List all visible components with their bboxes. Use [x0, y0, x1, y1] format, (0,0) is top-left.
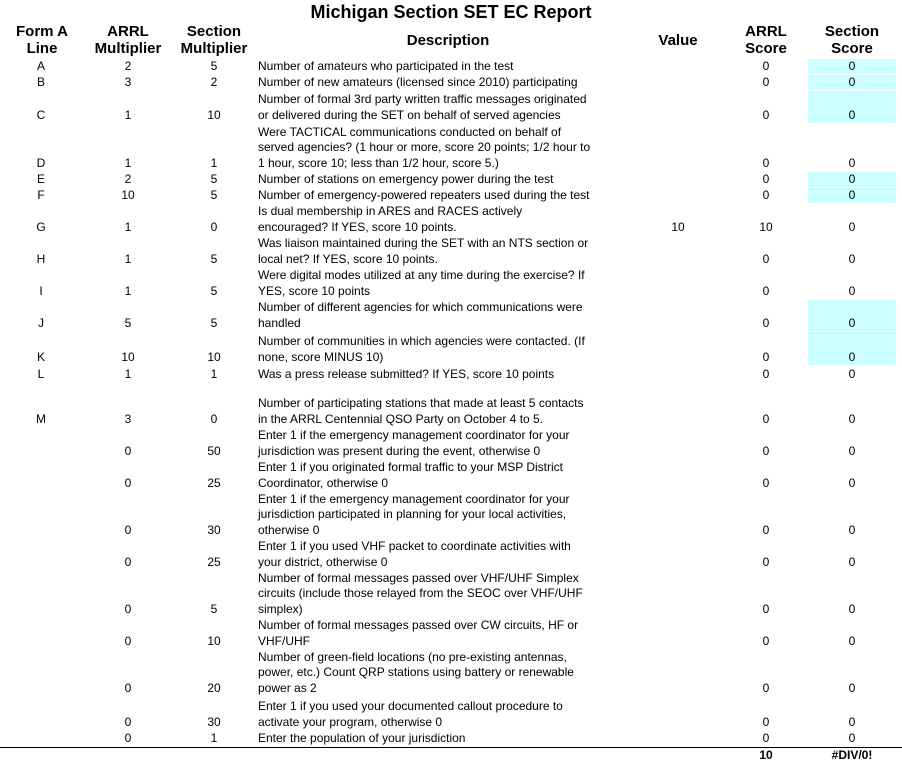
- section-multiplier-cell: 10: [207, 349, 221, 364]
- description-cell: Was a press release submitted? If YES, score 10 points: [258, 366, 555, 381]
- table-row: [0, 539, 902, 570]
- arrl-multiplier-cell: 0: [124, 730, 132, 745]
- description-cell: Were TACTICAL communications conducted on behalf of served agencies? (1 hour or more, score 20 points; 1/2 hour to 1 hour, score 10; less than 1/2 hour, score 5.): [258, 124, 591, 170]
- arrl-multiplier-cell: 0: [124, 443, 132, 458]
- arrl-score-cell: 0: [762, 714, 770, 729]
- arrl-score-cell: 0: [762, 251, 770, 266]
- section-multiplier-cell: 5: [210, 58, 218, 73]
- table-row: [0, 91, 902, 123]
- arrl-multiplier-cell: 3: [124, 411, 132, 426]
- arrl-multiplier-cell: 10: [121, 187, 135, 202]
- description-cell: Number of formal messages passed over CW circuits, HF or VHF/UHF: [258, 618, 579, 648]
- section-score-cell: 0: [848, 107, 856, 122]
- arrl-score-cell: 0: [762, 601, 770, 616]
- table-row: [0, 59, 902, 74]
- section-score-cell: 0: [848, 411, 856, 426]
- description-cell: Enter 1 if you originated formal traffic to your MSP District Coordinator, otherwise 0: [258, 460, 564, 490]
- header-arrl-multiplier: ARRL Multiplier: [94, 23, 162, 57]
- section-multiplier-cell: 25: [207, 554, 221, 569]
- table-row: [0, 366, 902, 382]
- arrl-score-cell: 0: [762, 730, 770, 745]
- section-multiplier-cell: 5: [210, 601, 218, 616]
- section-multiplier-cell: 0: [210, 219, 218, 234]
- section-score-cell: 0: [848, 283, 856, 298]
- section-multiplier-cell: 5: [210, 251, 218, 266]
- section-score-cell: 0: [848, 730, 856, 745]
- form-a-line-cell: D: [36, 155, 46, 170]
- form-a-line-cell: A: [36, 58, 45, 73]
- table-row: [0, 123, 902, 171]
- section-score-cell: 0: [848, 58, 856, 73]
- section-multiplier-cell: 20: [207, 680, 221, 695]
- arrl-multiplier-cell: 0: [124, 554, 132, 569]
- arrl-score-cell: 0: [762, 633, 770, 648]
- arrl-score-cell: 0: [762, 74, 770, 89]
- arrl-score-cell: 0: [762, 366, 770, 381]
- arrl-multiplier-cell: 10: [121, 349, 135, 364]
- section-score-cell: 0: [848, 475, 856, 490]
- table-row: [0, 697, 902, 730]
- description-cell: Number of stations on emergency power during the test: [258, 171, 554, 186]
- arrl-multiplier-cell: 1: [124, 283, 132, 298]
- arrl-score-cell: 0: [762, 349, 770, 364]
- section-score-cell: 0: [848, 219, 856, 234]
- section-score-cell: 0: [848, 155, 856, 170]
- header-arrl-score: ARRL Score: [745, 23, 787, 57]
- section-multiplier-cell: 10: [207, 107, 221, 122]
- arrl-multiplier-cell: 3: [124, 74, 132, 89]
- description-cell: Enter 1 if the emergency management coordinator for your jurisdiction was present during the event, otherwise 0: [258, 428, 570, 458]
- arrl-score-cell: 0: [762, 443, 770, 458]
- arrl-score-cell: 0: [762, 554, 770, 569]
- form-a-line-cell: I: [39, 283, 43, 298]
- arrl-multiplier-cell: 1: [124, 251, 132, 266]
- description-cell: Were digital modes utilized at any time during the exercise? If YES, score 10 points: [258, 268, 585, 298]
- header-description: Description: [406, 32, 490, 49]
- section-multiplier-cell: 0: [210, 411, 218, 426]
- arrl-score-cell: 0: [762, 283, 770, 298]
- description-cell: Was liaison maintained during the SET with an NTS section or local net? If YES, score 10 points.: [258, 236, 589, 266]
- total-section-score: #DIV/0!: [831, 748, 873, 762]
- section-score-cell: 0: [848, 522, 856, 537]
- description-cell: Number of communities in which agencies were contacted. (If none, score MINUS 10): [258, 334, 585, 364]
- table-row: [0, 731, 902, 746]
- table-row: [0, 571, 902, 617]
- section-score-cell: 0: [848, 187, 856, 202]
- form-a-line-cell: G: [36, 219, 46, 234]
- section-multiplier-cell: 30: [207, 522, 221, 537]
- arrl-score-cell: 0: [762, 475, 770, 490]
- description-cell: Enter 1 if you used VHF packet to coordinate activities with your district, otherwise 0: [258, 539, 571, 569]
- arrl-score-cell: 10: [759, 219, 773, 234]
- table-row: [0, 300, 902, 331]
- description-cell: Number of green-field locations (no pre-existing antennas, power, etc.) Count QRP stations using battery or renewable power as 2: [258, 649, 574, 695]
- table-row: [0, 460, 902, 491]
- section-score-cell: 0: [848, 680, 856, 695]
- section-score-cell: 0: [848, 171, 856, 186]
- arrl-multiplier-cell: 1: [124, 219, 132, 234]
- section-multiplier-cell: 30: [207, 714, 221, 729]
- form-a-line-cell: B: [36, 74, 45, 89]
- arrl-multiplier-cell: 0: [124, 601, 132, 616]
- section-score-cell: 0: [848, 601, 856, 616]
- arrl-multiplier-cell: 0: [124, 522, 132, 537]
- description-cell: Number of participating stations that made at least 5 contacts in the ARRL Centennial QSO Party on October 4 to 5.: [258, 396, 584, 426]
- arrl-multiplier-cell: 5: [124, 315, 132, 330]
- section-score-cell: 0: [848, 633, 856, 648]
- table-row: [0, 332, 902, 365]
- report-title: Michigan Section SET EC Report: [310, 2, 592, 22]
- section-multiplier-cell: 1: [210, 155, 218, 170]
- section-multiplier-cell: 25: [207, 475, 221, 490]
- section-score-cell: 0: [848, 443, 856, 458]
- form-a-line-cell: M: [36, 411, 46, 426]
- arrl-score-cell: 0: [762, 680, 770, 695]
- table-row: [0, 650, 902, 696]
- arrl-score-cell: 0: [762, 58, 770, 73]
- section-multiplier-cell: 5: [210, 171, 218, 186]
- table-row: [0, 428, 902, 459]
- section-multiplier-cell: 1: [210, 366, 218, 381]
- arrl-score-cell: 0: [762, 411, 770, 426]
- section-multiplier-cell: 10: [207, 633, 221, 648]
- description-cell: Number of formal messages passed over VHF/UHF Simplex circuits (include those relayed from the SEOC over VHF/UHF simplex): [258, 570, 583, 616]
- header-value: Value: [658, 32, 698, 49]
- section-multiplier-cell: 1: [210, 730, 218, 745]
- table-row: [0, 204, 902, 235]
- section-multiplier-cell: 5: [210, 187, 218, 202]
- arrl-score-cell: 0: [762, 107, 770, 122]
- arrl-score-cell: 0: [762, 171, 770, 186]
- section-score-cell: 0: [848, 366, 856, 381]
- arrl-multiplier-cell: 2: [124, 58, 132, 73]
- description-cell: Is dual membership in ARES and RACES actively encouraged? If YES, score 10 points.: [258, 204, 523, 234]
- arrl-score-cell: 0: [762, 522, 770, 537]
- arrl-multiplier-cell: 1: [124, 155, 132, 170]
- section-score-cell: 0: [848, 349, 856, 364]
- total-arrl-score: 10: [759, 748, 773, 762]
- description-cell: Number of new amateurs (licensed since 2010) participating: [258, 74, 578, 89]
- form-a-line-cell: L: [37, 366, 45, 381]
- table-row: [0, 268, 902, 299]
- arrl-score-cell: 0: [762, 155, 770, 170]
- description-cell: Enter the population of your jurisdiction: [258, 730, 466, 745]
- form-a-line-cell: H: [36, 251, 46, 266]
- table-row: [0, 188, 902, 203]
- arrl-score-cell: 0: [762, 187, 770, 202]
- arrl-multiplier-cell: 0: [124, 633, 132, 648]
- table-row: [0, 236, 902, 267]
- form-a-line-cell: C: [36, 107, 46, 122]
- description-cell: Number of amateurs who participated in the test: [258, 58, 514, 73]
- header-section-multiplier: Section Multiplier: [180, 23, 248, 57]
- description-cell: Number of emergency-powered repeaters used during the test: [258, 187, 590, 202]
- table-row: [0, 618, 902, 649]
- arrl-multiplier-cell: 1: [124, 366, 132, 381]
- description-cell: Enter 1 if you used your documented callout procedure to activate your program, otherwise 0: [258, 699, 563, 729]
- arrl-multiplier-cell: 0: [124, 475, 132, 490]
- arrl-multiplier-cell: 2: [124, 171, 132, 186]
- table-row: [0, 396, 902, 427]
- header-form-a-line: Form A Line: [16, 23, 68, 57]
- section-multiplier-cell: 50: [207, 443, 221, 458]
- description-cell: Number of formal 3rd party written traffic messages originated or delivered during the SET on behalf of served agencies: [258, 92, 587, 122]
- arrl-score-cell: 0: [762, 315, 770, 330]
- table-row: [0, 492, 902, 538]
- arrl-multiplier-cell: 0: [124, 714, 132, 729]
- section-score-cell: 0: [848, 251, 856, 266]
- arrl-multiplier-cell: 1: [124, 107, 132, 122]
- form-a-line-cell: K: [36, 349, 45, 364]
- description-cell: Number of different agencies for which communications were handled: [258, 300, 583, 330]
- form-a-line-cell: E: [36, 171, 45, 186]
- section-multiplier-cell: 2: [210, 74, 218, 89]
- description-cell: Enter 1 if the emergency management coordinator for your jurisdiction participated in planning for your local activities, otherwise 0: [258, 491, 570, 537]
- arrl-multiplier-cell: 0: [124, 680, 132, 695]
- section-score-cell: 0: [848, 714, 856, 729]
- section-multiplier-cell: 5: [210, 283, 218, 298]
- form-a-line-cell: F: [37, 187, 45, 202]
- header-section-score: Section Score: [824, 23, 880, 57]
- table-row: [0, 172, 902, 187]
- section-multiplier-cell: 5: [210, 315, 218, 330]
- form-a-line-cell: J: [38, 315, 44, 330]
- value-cell: 10: [671, 219, 685, 234]
- table-row: [0, 75, 902, 90]
- section-score-cell: 0: [848, 554, 856, 569]
- section-score-cell: 0: [848, 315, 856, 330]
- section-score-cell: 0: [848, 74, 856, 89]
